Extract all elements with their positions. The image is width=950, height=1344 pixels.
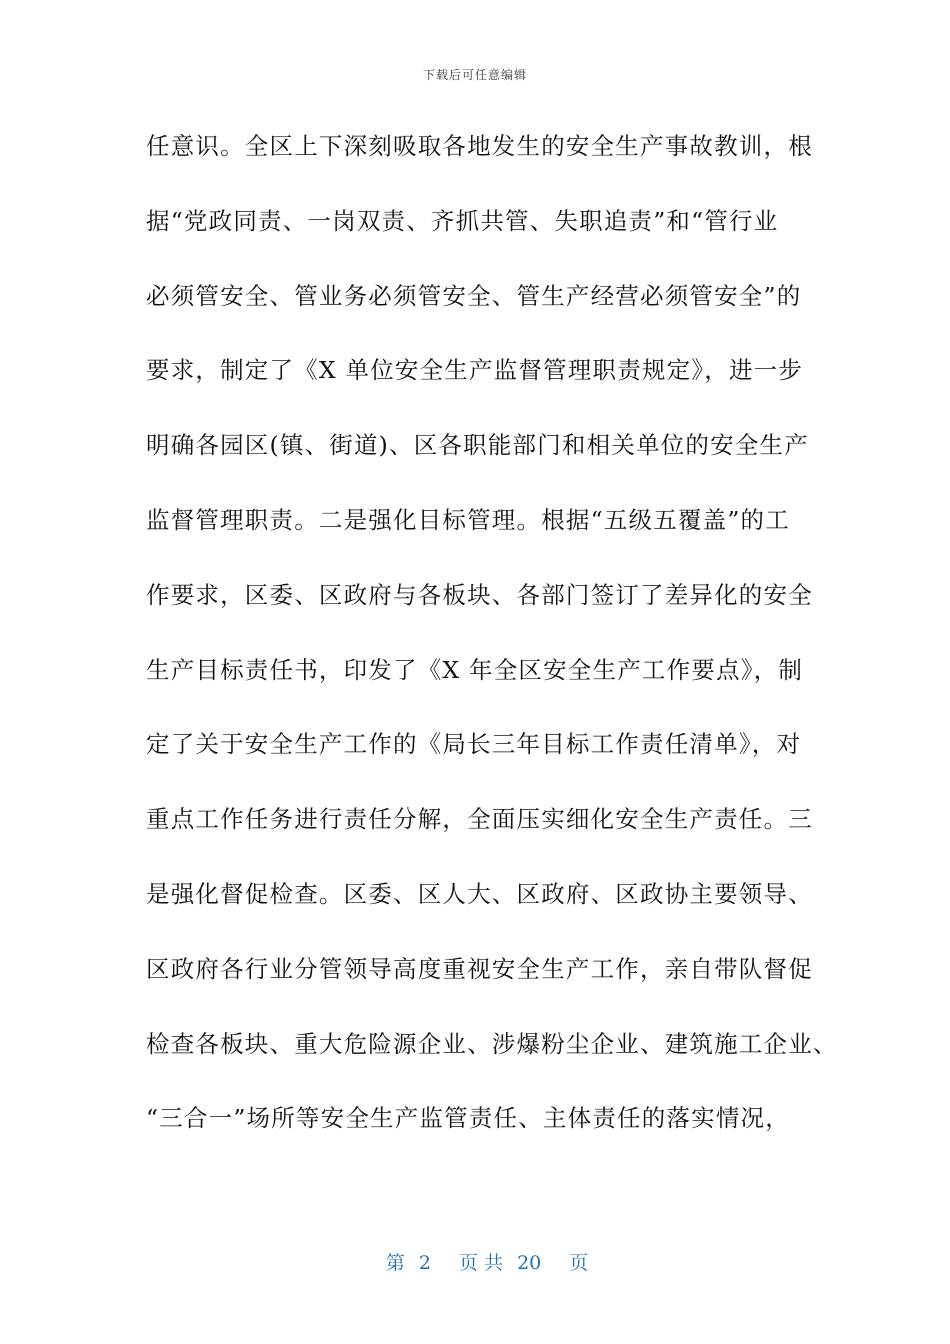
- text-line-9: 定了关于安全生产工作的《局长三年目标工作责任清单》，对: [146, 730, 802, 759]
- text-line-7: 作要求，区委、区政府与各板块、各部门签订了差异化的安全: [146, 580, 813, 609]
- text-line-1: 任意识。全区上下深刻吸取各地发生的安全生产事故教训，根: [146, 132, 813, 160]
- header-note: 下载后可任意编辑: [422, 68, 527, 82]
- text-line-11: 是强化督促检查。区委、区人大、区政府、区政协主要领导、: [146, 879, 813, 908]
- text-line-5: 明确各园区(镇、街道)、区各职能部门和相关单位的安全生产: [146, 431, 809, 460]
- current-page-number: 2: [418, 1252, 432, 1274]
- total-pages-number: 20: [517, 1252, 542, 1274]
- text-line-12: 区政府各行业分管领导高度重视安全生产工作，亲自带队督促: [146, 954, 813, 983]
- text-line-3: 必须管安全、管业务必须管安全、管生产经营必须管安全”的: [146, 281, 802, 310]
- footer-prefix: 第: [385, 1252, 405, 1274]
- page-footer: [0, 1226, 950, 1297]
- footer-middle: 页 共: [459, 1252, 504, 1274]
- text-line-13: 检查各板块、重大危险源企业、涉爆粉尘企业、建筑施工企业、: [146, 1029, 838, 1058]
- text-line-14: “三合一”场所等安全生产监管责任、主体责任的落实情况，: [146, 1104, 790, 1133]
- text-line-10: 重点工作任务进行责任分解，全面压实细化安全生产责任。三: [146, 805, 813, 834]
- body-text: [146, 124, 838, 1171]
- text-line-8: 生产目标责任书，印发了《X 年全区安全生产工作要点》，制: [146, 655, 804, 684]
- text-line-2: 据“党政同责、一岗双责、齐抓共管、失职追责”和“管行业: [146, 206, 779, 235]
- footer-suffix: 页: [569, 1252, 589, 1274]
- text-line-6: 监督管理职责。二是强化目标管理。根据“五级五覆盖”的工: [146, 505, 790, 534]
- text-line-4: 要求，制定了《X 单位安全生产监督管理职责规定》，进一步: [146, 356, 804, 385]
